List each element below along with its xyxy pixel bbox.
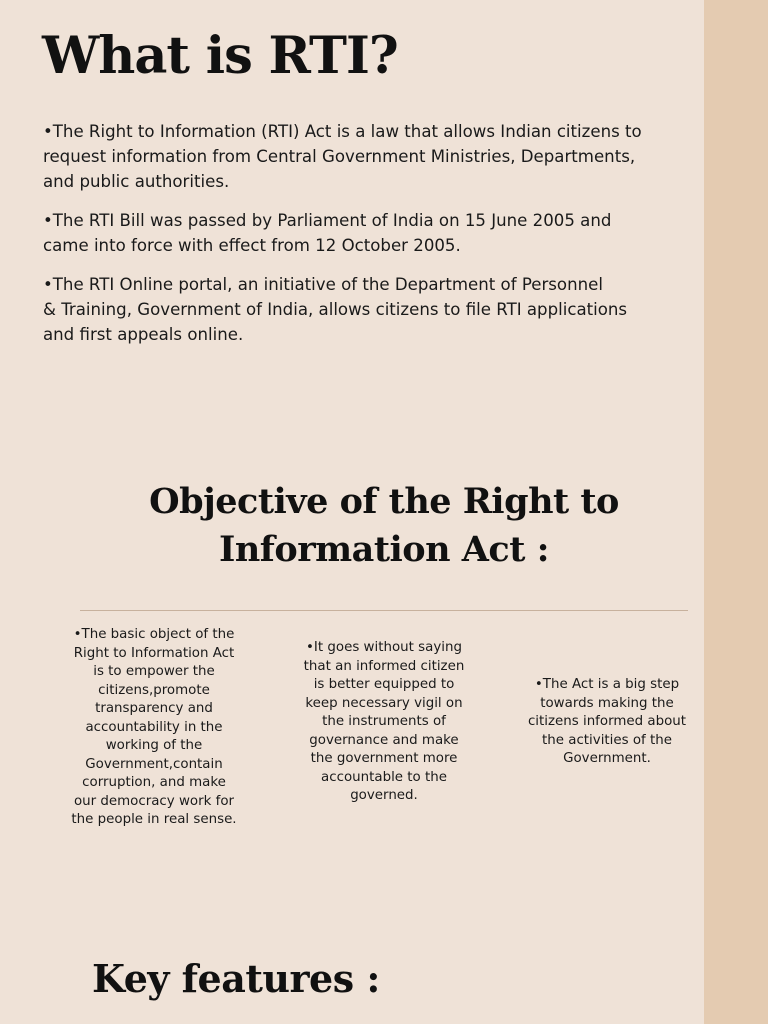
intro-paragraph: •The RTI Online portal, an initiative of the Department of Personnel & Training, Government of India, allows citizens to file RTI applications and first appeals online.	[43, 275, 628, 344]
intro-section	[43, 119, 703, 361]
objective-column-2: •It goes without saying that an informed citizen is better equipped to keep necessary vigil on the instruments of governance and make the government more accountable to the governed.	[303, 640, 465, 803]
key-features-heading: Key features :	[92, 956, 380, 1001]
objective-heading: Objective of the Right to Information Act :	[149, 481, 619, 570]
section-divider	[80, 610, 688, 611]
intro-paragraph: •The Right to Information (RTI) Act is a law that allows Indian citizens to request information from Central Government Ministries, Departments, and public authorities.	[43, 122, 642, 191]
objective-column-3: •The Act is a big step towards making the citizens informed about the activities of the Government.	[527, 677, 687, 766]
intro-paragraph: •The RTI Bill was passed by Parliament of India on 15 June 2005 and came into force with effect from 12 October 2005.	[43, 211, 612, 255]
page-title: What is RTI?	[42, 26, 398, 86]
objective-column-1: •The basic object of the Right to Information Act is to empower the citizens,promote transparency and accountability in the working of the Government,contain corruption, and make our democracy work for the people in real sense.	[71, 627, 237, 827]
